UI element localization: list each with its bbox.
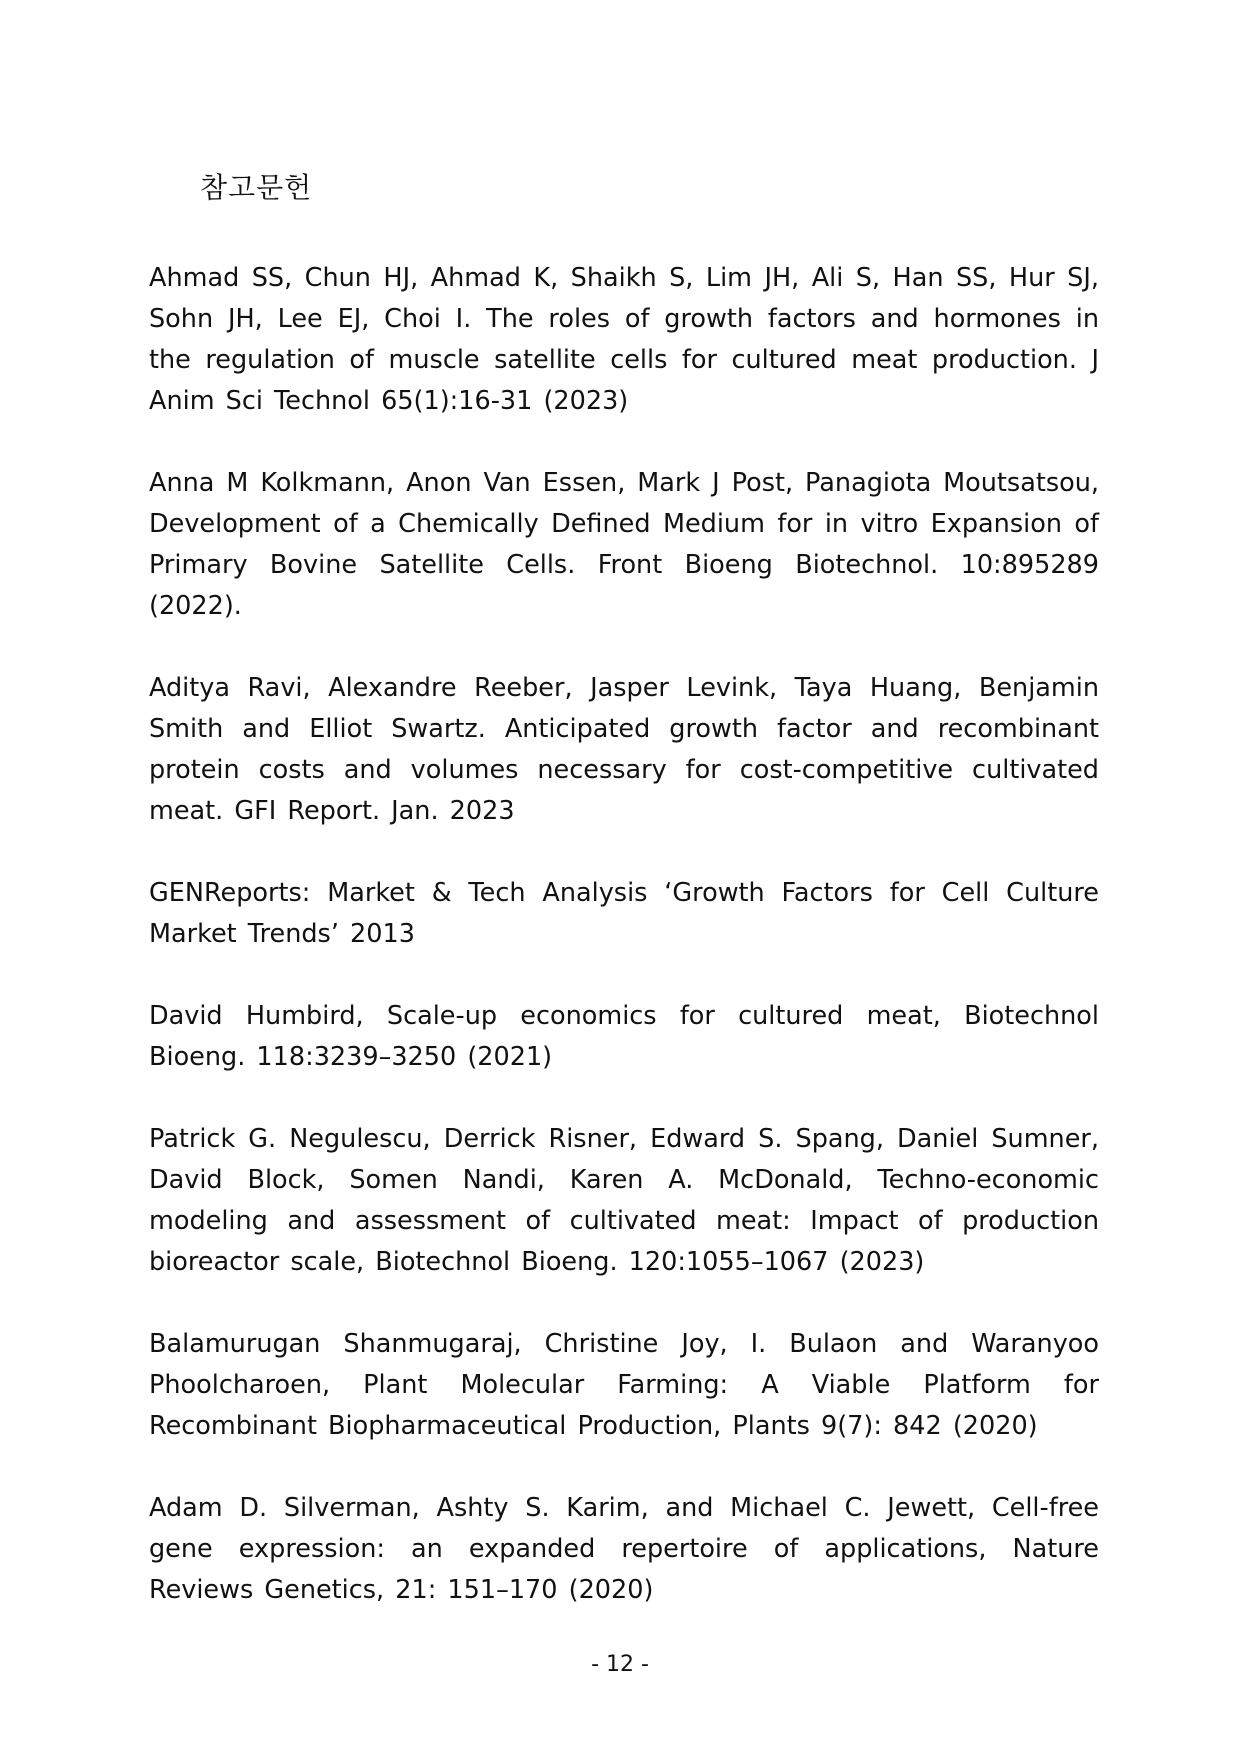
page-number: - 12 - <box>591 1652 649 1677</box>
reference-item: David Humbird, Scale-up economics for cultured meat, Biotechnol Bioeng. 118:3239–3250 (2021) <box>149 1001 1099 1072</box>
reference-item: GENReports: Market & Tech Analysis ‘Growth Factors for Cell Culture Market Trends’ 2013 <box>149 878 1099 949</box>
reference-item: Aditya Ravi, Alexandre Reeber, Jasper Levink, Taya Huang, Benjamin Smith and Elliot Swartz. Anticipated growth factor and recombinant protein costs and volumes necessary for cost-competitive cultivated meat. GFI Report. Jan. 2023 <box>149 673 1099 826</box>
reference-item: Adam D. Silverman, Ashty S. Karim, and Michael C. Jewett, Cell-free gene expression: an expanded repertoire of applications, Nature Reviews Genetics, 21: 151–170 (2020) <box>149 1493 1099 1605</box>
reference-item: Balamurugan Shanmugaraj, Christine Joy, I. Bulaon and Waranyoo Phoolcharoen, Plant Molecular Farming: A Viable Platform for Recombinant Biopharmaceutical Production, Plants 9(7): 842 (2020) <box>149 1329 1099 1441</box>
reference-item: Patrick G. Negulescu, Derrick Risner, Edward S. Spang, Daniel Sumner, David Block, Somen Nandi, Karen A. McDonald, Techno-economic modeling and assessment of cultivated meat: Impact of production bioreactor scale, Biotechnol Bioeng. 120:1055–1067 (2023) <box>149 1124 1099 1277</box>
reference-item: Anna M Kolkmann, Anon Van Essen, Mark J Post, Panagiota Moutsatsou, Development of a Chemically Defined Medium for in vitro Expansion of Primary Bovine Satellite Cells. Front Bioeng Biotechnol. 10:895289 (2022). <box>149 468 1099 621</box>
reference-item: Ahmad SS, Chun HJ, Ahmad K, Shaikh S, Lim JH, Ali S, Han SS, Hur SJ, Sohn JH, Lee EJ, Choi I. The roles of growth factors and hormones in the regulation of muscle satellite cells for cultured meat production. J Anim Sci Technol 65(1):16-31 (2023) <box>149 263 1099 416</box>
reference-list <box>149 258 1099 1652</box>
references-heading: 참고문헌 <box>200 171 313 204</box>
